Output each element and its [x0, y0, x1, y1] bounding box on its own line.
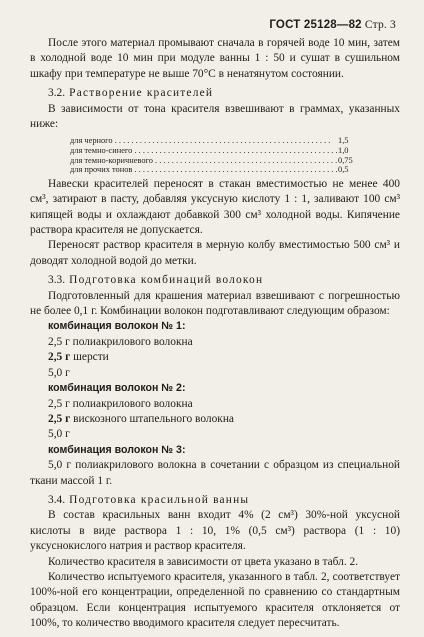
combination-2-line-1: 2,5 г полиакрилового волокна	[48, 397, 193, 410]
section-title: Растворение красителей	[69, 87, 214, 100]
standard-number: ГОСТ 25128—82	[269, 19, 362, 31]
table-row-name: для темно-коричневого . . .	[70, 156, 338, 166]
section-number: 3.2.	[48, 87, 66, 100]
section-title: Подготовка комбинаций волокон	[69, 274, 264, 287]
section-3-4-paragraph-2: Количество красителя в зависимости от цвета указано в табл. 2.	[48, 555, 359, 568]
combination-3-text: 5,0 г полиакрилового волокна в сочетании с образцом из специальной ткани массой 1 г.	[30, 459, 400, 487]
table-row-name: для черного . . .	[70, 136, 338, 146]
combination-2-line-2	[30, 412, 400, 427]
combination-2-total: 5,0 г	[48, 428, 70, 441]
table-row-name: для темно-синего . . .	[70, 146, 338, 156]
intro-paragraph: После этого материал промывают сначала в горячей воде 10 мин, затем в холодной воде 10 мин при модуле ванны 1 : 50 и сушат в сушильном шкафу при температуре не выше 70°С в ненатянутом состоянии.	[30, 37, 400, 80]
weight-value: 2,5 г	[48, 351, 71, 364]
fiber-name: вискозного штапельного волокна	[70, 412, 234, 425]
section-number: 3.3.	[48, 274, 66, 287]
section-3-2-paragraph-1: Навески красителей переносят в стакан вместимостью не менее 400 см³, затирают в пасту, добавляя уксусную кислоту 1 : 1, заливают 100 см³ кипящей воды и охлаждают добавкой 300 см³ холодной воды. Кипячение раствора красителя не допускается.	[30, 177, 400, 237]
page-header	[269, 19, 396, 31]
page-number: Стр. 3	[364, 19, 396, 31]
section-3-4-heading	[30, 493, 400, 508]
table-row	[70, 165, 362, 175]
combination-1-line-1: 2,5 г полиакрилового волокна	[48, 335, 193, 348]
dye-weight-table	[70, 136, 400, 174]
table-row	[70, 136, 362, 146]
section-title: Подготовка красильной ванны	[69, 493, 250, 506]
section-3-3-text: Подготовленный для крашения материал взвешивают с погрешностью не более 0,1 г. Комбинации волокон подготавливают следующим образом:	[30, 289, 400, 318]
fiber-name: шерсти	[70, 351, 109, 364]
table-row-value: 0,5	[338, 165, 349, 175]
table-row	[70, 156, 362, 166]
combination-3-label: комбинация волокон № 3:	[48, 443, 186, 456]
section-3-2-paragraph-2: Переносят раствор красителя в мерную колбу вместимостью 500 см³ и доводят холодной водой до метки.	[30, 239, 400, 267]
combination-1-line-2	[30, 350, 400, 365]
section-3-4-paragraph-1: В состав красильных ванн входит 4% (2 см³) 30%-ной уксусной кислоты в виде раствора 1 : 10, 1% (0,5 см³) раствора (1 : 10) уксуснокислого натрия и раствор красителя.	[30, 509, 400, 553]
table-row-value: 1,0	[338, 146, 349, 156]
table-row-value: 1,5	[338, 136, 349, 146]
table-row-name: для прочих тонов . . .	[70, 165, 338, 175]
weight-value: 2,5 г	[48, 412, 71, 425]
combination-1-label: комбинация волокон № 1:	[48, 320, 186, 333]
combination-2-label: комбинация волокон № 2:	[48, 382, 186, 395]
document-body	[30, 36, 400, 632]
table-row	[70, 146, 362, 156]
section-3-2-text: В зависимости от тона красителя взвешивают в граммах, указанных ниже:	[30, 102, 400, 131]
section-3-3-heading	[30, 273, 400, 288]
section-3-4-paragraph-3: Количество испытуемого красителя, указанного в табл. 2, соответствует 100%-ной его концентрации, определенной по сравнению со стандартным образцом. Если концентрация испытуемого красителя отклоняется от 100%, то количество вводимого красителя следует пересчитать.	[30, 570, 400, 630]
section-3-2-heading	[30, 86, 400, 101]
combination-1-total: 5,0 г	[48, 366, 70, 379]
table-row-value: 0,75	[338, 155, 353, 165]
section-number: 3.4.	[48, 493, 66, 506]
